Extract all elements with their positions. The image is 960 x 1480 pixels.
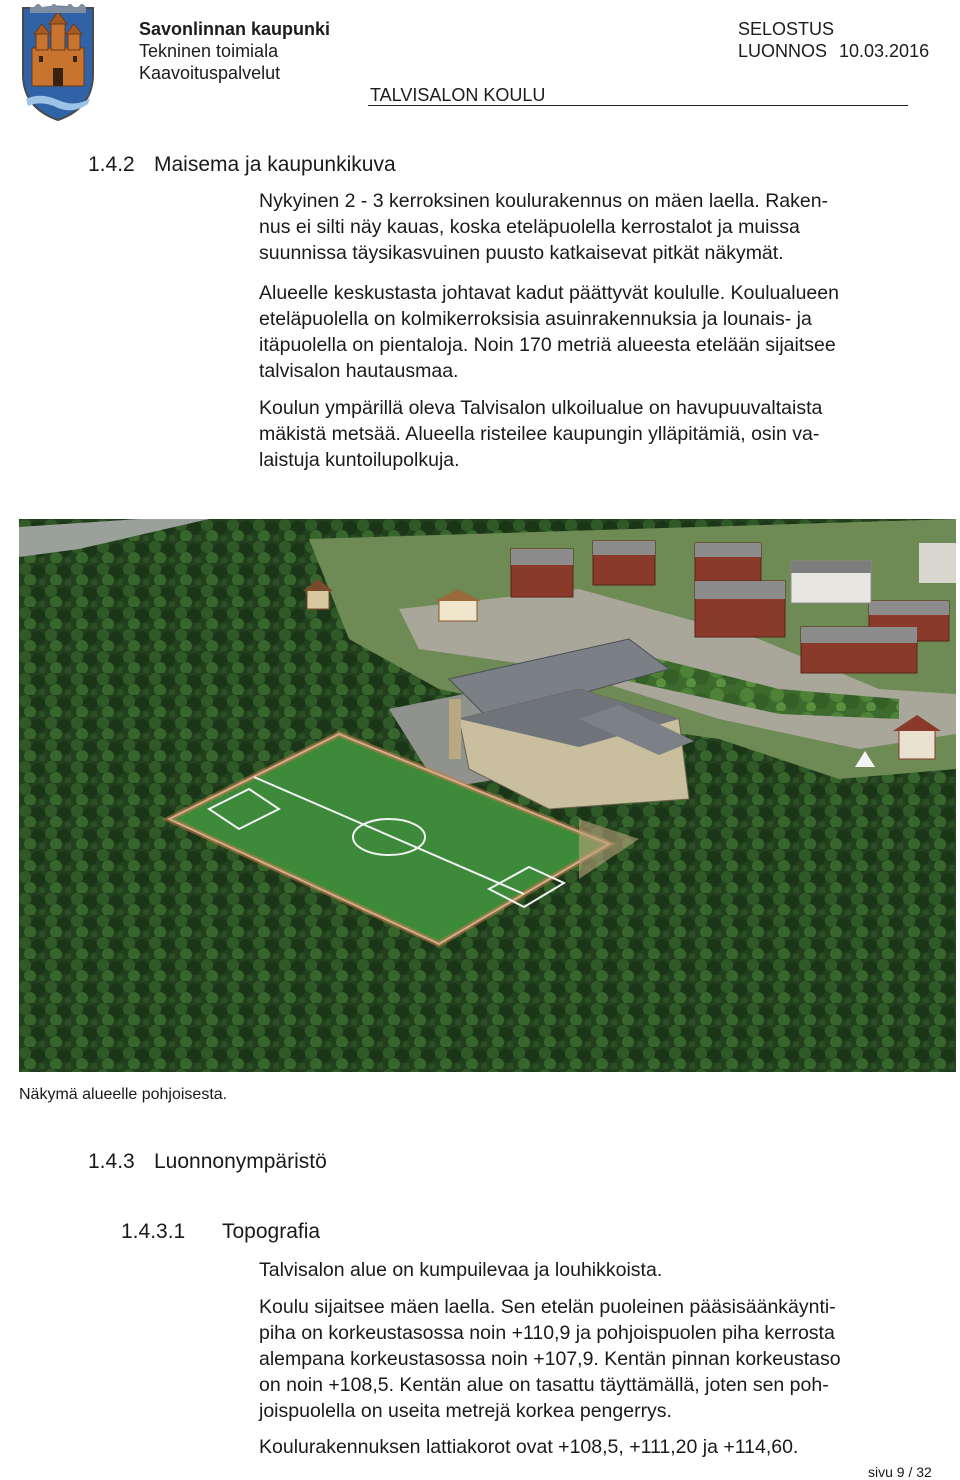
text-line: suunnissa täysikasvuinen puusto katkaisevat pitkät näkymät. <box>259 242 784 264</box>
paragraph-korkeustasot <box>259 1294 939 1424</box>
text-line: Alueelle keskustasta johtavat kadut päättyvät koululle. Koulualueen <box>259 282 839 304</box>
section-heading-maisema <box>88 152 396 178</box>
text-line: mäkistä metsää. Alueella risteilee kaupungin ylläpitämiä, osin va- <box>259 423 820 445</box>
text-line: on noin +108,5. Kentän alue on tasattu täyttämällä, joten sen poh- <box>259 1374 829 1396</box>
city-coat-of-arms-logo <box>20 4 96 122</box>
text-line: eteläpuolella on kolmikerroksisia asuinrakennuksia ja lounais- ja <box>259 308 812 330</box>
text-line: Nykyinen 2 - 3 kerroksinen koulurakennus on mäen laella. Raken- <box>259 190 829 212</box>
header-document-type: SELOSTUS <box>738 19 835 39</box>
paragraph-nykyinen-koulurakennus <box>259 188 939 266</box>
header-document-date: 10.03.2016 <box>839 41 930 61</box>
text-line: Koulurakennuksen lattiakorot ovat +108,5, +111,20 ja +114,60. <box>259 1436 799 1458</box>
header-project-title: TALVISALON KOULU <box>370 85 546 105</box>
text-line: piha on korkeustasossa noin +110,9 ja pohjoispuolen piha kerrosta <box>259 1322 835 1344</box>
text-line: talvisalon hautausmaa. <box>259 360 459 382</box>
paragraph-alueelle-keskustasta <box>259 280 939 384</box>
header-city-name: Savonlinnan kaupunki <box>139 19 331 39</box>
page-number: sivu 9 / 32 <box>868 1464 932 1480</box>
text-line: Koulu sijaitsee mäen laella. Sen etelän puoleinen pääsisäänkäynti- <box>259 1296 836 1318</box>
text-line: nus ei silti näy kauas, koska eteläpuolella kerrostalot ja muissa <box>259 216 800 238</box>
header-document-status: LUONNOS <box>738 41 828 61</box>
header-divider <box>368 105 908 106</box>
section-title: Luonnonympäristö <box>154 1150 327 1173</box>
text-line: joispuolella on useita metrejä korkea pengerrys. <box>259 1400 672 1422</box>
text-line: Koulun ympärillä oleva Talvisalon ulkoilualue on havupuuvaltaista <box>259 397 823 419</box>
subsection-heading-topografia <box>121 1219 320 1245</box>
paragraph-kumpuilevaa <box>259 1257 939 1283</box>
header-unit: Kaavoituspalvelut <box>139 63 281 83</box>
text-line: Talvisalon alue on kumpuilevaa ja louhikkoista. <box>259 1259 663 1281</box>
paragraph-ulkoilualue <box>259 395 939 473</box>
text-line: itäpuolella on pientaloja. Noin 170 metriä alueesta etelään sijaitsee <box>259 334 836 356</box>
subsection-title: Topografia <box>222 1220 321 1243</box>
subsection-number: 1.4.3.1 <box>121 1220 186 1243</box>
photo-caption: Näkymä alueelle pohjoisesta. <box>19 1086 228 1103</box>
section-number: 1.4.2 <box>88 153 135 176</box>
paragraph-lattiakorot <box>259 1434 939 1460</box>
text-line: laistuja kuntoilupolkuja. <box>259 449 460 471</box>
text-line: alempana korkeustasossa noin +107,9. Kentän pinnan korkeustaso <box>259 1348 841 1370</box>
section-title: Maisema ja kaupunkikuva <box>154 153 396 176</box>
aerial-photo-school-area <box>19 519 956 1072</box>
header-department: Tekninen toimiala <box>139 41 279 61</box>
section-number: 1.4.3 <box>88 1150 135 1173</box>
section-heading-luonnonymparisto <box>88 1149 327 1175</box>
